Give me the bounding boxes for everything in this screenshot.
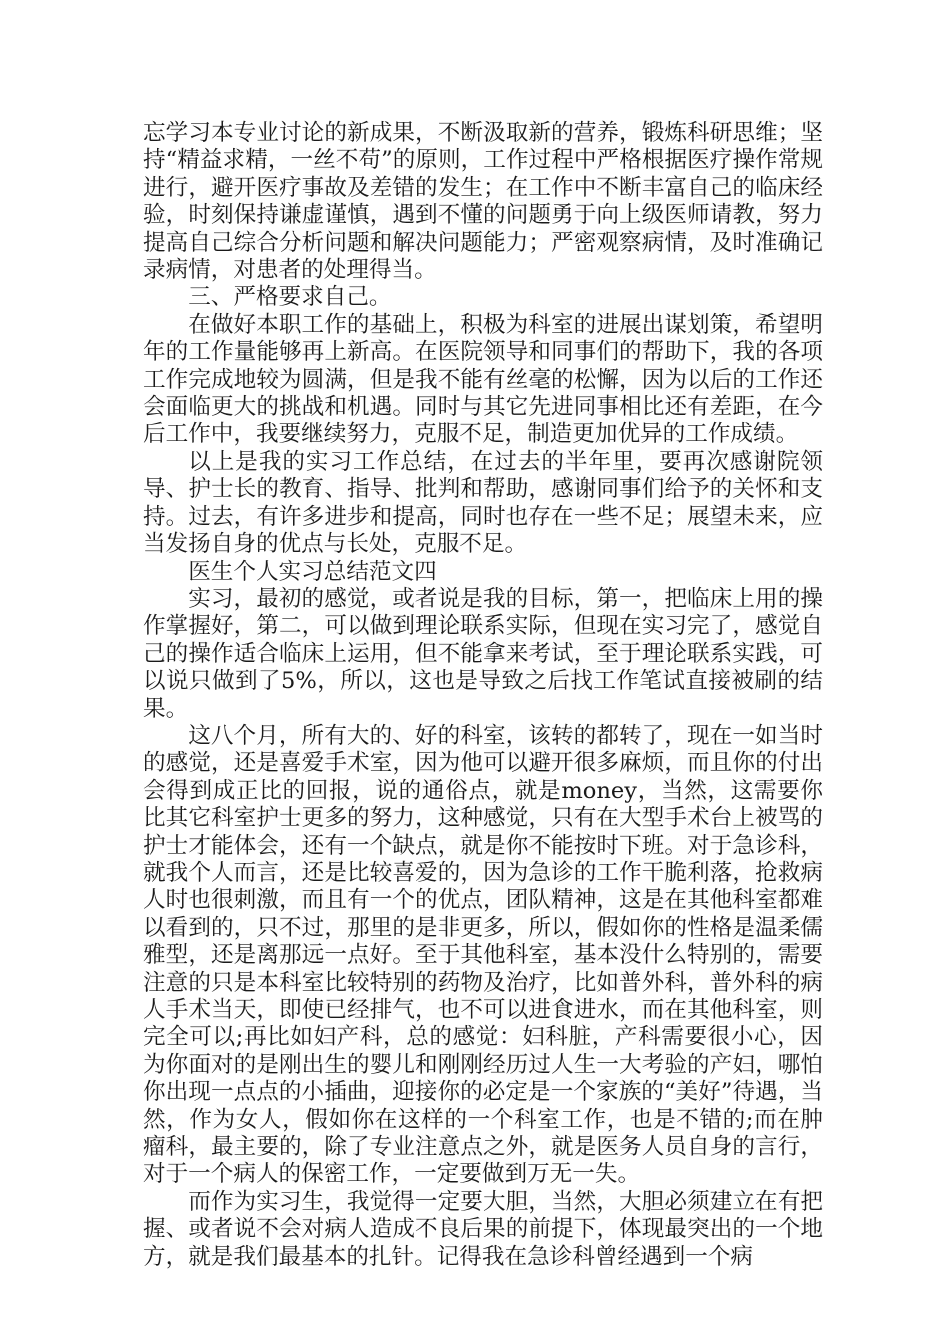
section-heading-sample-four: 医生个人实习总结范文四 (188, 558, 437, 585)
section-heading-three: 三、严格要求自己。 (188, 284, 392, 311)
paragraph-3: 在做好本职工作的基础上，积极为科室的进展出谋划策，希望明年的工作量能够再上新高。在医院领导和同事们的帮助下，我的各项工作完成地较为圆满，但是我不能有丝毫的松懈，因为以后的工作还会面临更大的挑战和机遇。同时与其它先进同事相比还有差距，在今后工作中，我要继续努力，克服不足，制造更加优异的工作成绩。 (143, 311, 823, 448)
paragraph-7: 这八个月，所有大的、好的科室，该转的都转了，现在一如当时的感觉，还是喜爱手术室，因为他可以避开很多麻烦，而且你的付出会得到成正比的回报，说的通俗点，就是money，当然，这需要你比其它科室护士更多的努力，这种感觉，只有在大型手术台上被骂的护士才能体会，还有一个缺点，就是你不能按时下班。对于急诊科，就我个人而言，还是比较喜爱的，因为急诊的工作干脆利落，抢救病人时也很刺激，而且有一个的优点，团队精神，这是在其他科室都难以看到的，只不过，那里的是非更多，所以，假如你的性格是温柔儒雅型，还是离那远一点好。至于其他科室，基本没什么特别的，需要注意的只是本科室比较特别的药物及治疗，比如普外科，普外科的病人手术当天，即使已经排气，也不可以进食进水，而在其他科室，则完全可以;再比如妇产科，总的感觉：妇科脏，产科需要很小心，因为你面对的是刚出生的婴儿和刚刚经历过人生一大考验的产妇，哪怕你出现一点点的小插曲，迎接你的必定是一个家族的“美好”待遇，当然，作为女人，假如你在这样的一个科室工作，也是不错的;而在肿瘤科，最主要的，除了专业注意点之外，就是医务人员自身的言行，对于一个病人的保密工作，一定要做到万无一失。 (143, 722, 823, 1188)
paragraph-6: 实习，最初的感觉，或者说是我的目标，第一，把临床上用的操作掌握好，第二，可以做到理论联系实际，但现在实习完了，感觉自己的操作适合临床上运用，但不能拿来考试，至于理论联系实践，可以说只做到了5%，所以，这也是导致之后找工作笔试直接被刷的结果。 (143, 585, 823, 722)
document-page (143, 120, 823, 1271)
paragraph-4: 以上是我的实习工作总结，在过去的半年里，要再次感谢院领导、护士长的教育、指导、批判和帮助，感谢同事们给予的关怀和支持。过去，有许多进步和提高，同时也存在一些不足；展望未来，应当发扬自身的优点与长处，克服不足。 (143, 448, 823, 558)
paragraph-1: 忘学习本专业讨论的新成果，不断汲取新的营养，锻炼科研思维；坚持“精益求精，一丝不苟”的原则，工作过程中严格根据医疗操作常规进行，避开医疗事故及差错的发生；在工作中不断丰富自己的临床经验，时刻保持谦虚谨慎，遇到不懂的问题勇于向上级医师请教，努力提高自己综合分析问题和解决问题能力；严密观察病情，及时准确记录病情，对患者的处理得当。 (143, 120, 823, 284)
paragraph-8: 而作为实习生，我觉得一定要大胆，当然，大胆必须建立在有把握、或者说不会对病人造成不良后果的前提下，体现最突出的一个地方，就是我们最基本的扎针。记得我在急诊科曾经遇到一个病 (143, 1188, 823, 1270)
